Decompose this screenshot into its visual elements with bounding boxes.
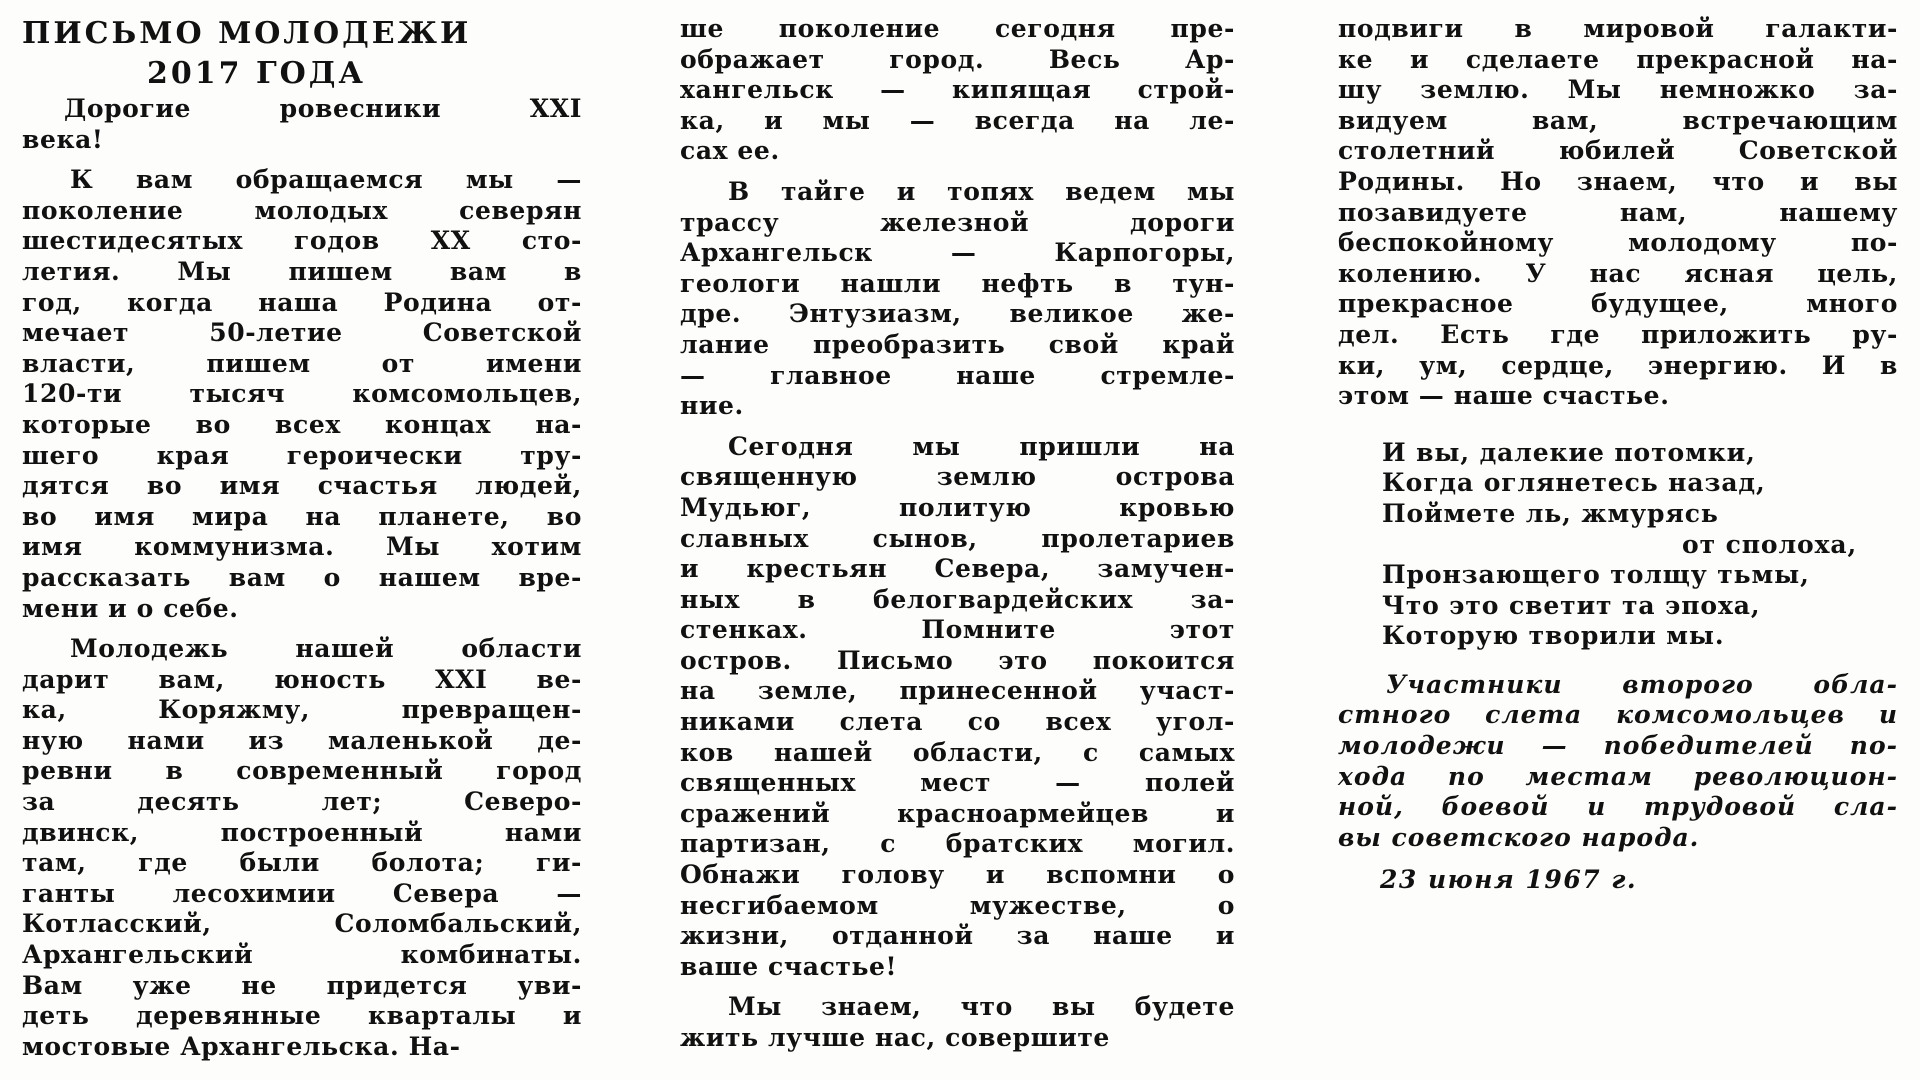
text-line: деть деревянные кварталы и xyxy=(22,1001,582,1031)
article-title xyxy=(22,14,582,94)
text-line: и крестьян Севера, замучен- xyxy=(680,554,1235,584)
column-3 xyxy=(1338,14,1898,896)
text-line: К вам обращаемся мы — xyxy=(70,165,582,195)
paragraph xyxy=(680,992,1235,1053)
text-line: трассу железной дороги xyxy=(680,207,1235,237)
text-line: ка, Коряжму, превращен- xyxy=(22,695,582,725)
title-line: ПИСЬМО МОЛОДЕЖИ xyxy=(22,16,472,51)
paragraph-gap xyxy=(22,155,582,165)
text-line: стенках. Помните этот xyxy=(680,615,1235,645)
text-line: год, когда наша Родина от- xyxy=(22,287,582,317)
signature-line: вы советского народа. xyxy=(1338,822,1700,852)
text-line: лание преобразить свой край xyxy=(680,329,1235,359)
paragraph xyxy=(680,177,1235,422)
paragraph xyxy=(22,634,582,1062)
text-line: ваше счастье! xyxy=(680,951,898,981)
poem-line: от сполоха, xyxy=(1682,529,1858,559)
paragraph-gap xyxy=(680,982,1235,992)
signature-line: Участники второго обла- xyxy=(1386,669,1898,699)
text-line: священную землю острова xyxy=(680,462,1235,492)
paragraph xyxy=(1338,14,1898,412)
text-line: Архангельск — Карпогоры, xyxy=(680,238,1235,268)
text-line: мени и о себе. xyxy=(22,593,239,623)
text-line: ки, ум, сердце, энергию. И в xyxy=(1338,350,1898,380)
text-line: Молодежь нашей области xyxy=(70,634,582,664)
text-line: Вам уже не придется уви- xyxy=(22,970,582,1000)
signature-line: хода по местам революцион- xyxy=(1338,761,1898,791)
text-line: славных сынов, пролетариев xyxy=(680,523,1235,553)
text-line: ние. xyxy=(680,391,744,421)
text-line: на земле, принесенной участ- xyxy=(680,676,1235,706)
text-line: дарит вам, юность XXI ве- xyxy=(22,664,582,694)
text-line: геологи нашли нефть в тун- xyxy=(680,268,1235,298)
title-line: 2017 ГОДА xyxy=(147,56,366,91)
poem-line: И вы, далекие потомки, xyxy=(1382,437,1756,467)
text-line: видуем вам, встречающим xyxy=(1338,105,1898,135)
text-line: ображает город. Весь Ар- xyxy=(680,44,1235,74)
text-line: столетний юбилей Советской xyxy=(1338,136,1898,166)
text-line: остров. Письмо это покоится xyxy=(680,645,1235,675)
text-line: несгибаемом мужестве, о xyxy=(680,890,1235,920)
poem-line: Когда оглянетесь назад, xyxy=(1382,468,1766,498)
text-line: жизни, отданной за наше и xyxy=(680,921,1235,951)
paragraph-gap xyxy=(22,624,582,634)
text-line: — главное наше стремле- xyxy=(680,360,1235,390)
paragraph-gap xyxy=(1338,412,1898,422)
text-line: ков нашей области, с самых xyxy=(680,737,1235,767)
text-line: летия. Мы пишем вам в xyxy=(22,256,582,286)
text-line: В тайге и топях ведем мы xyxy=(728,176,1235,206)
paragraph-gap xyxy=(680,1054,1235,1064)
column-1 xyxy=(22,14,582,1072)
text-line: шу землю. Мы немножко за- xyxy=(1338,75,1898,105)
text-line: никами слета со всех угол- xyxy=(680,707,1235,737)
text-line: века! xyxy=(22,124,104,154)
signature-line: стного слета комсомольцев и xyxy=(1338,700,1898,730)
column-2 xyxy=(680,14,1235,1064)
paragraph-gap xyxy=(680,167,1235,177)
text-line: Мудьюг, политую кровью xyxy=(680,492,1235,522)
text-line: рассказать вам о нашем вре- xyxy=(22,562,582,592)
text-line: за десять лет; Северо- xyxy=(22,787,582,817)
text-line: мостовые Архангельска. На- xyxy=(22,1031,461,1061)
poem xyxy=(1338,438,1898,652)
text-line: сражений красноармейцев и xyxy=(680,798,1235,828)
paragraph-gap xyxy=(22,1062,582,1072)
text-line: прекрасное будущее, много xyxy=(1338,289,1898,319)
text-line: Обнажи голову и вспомни о xyxy=(680,860,1235,890)
text-line: дре. Энтузиазм, великое же- xyxy=(680,299,1235,329)
text-line: ную нами из маленькой де- xyxy=(22,725,582,755)
text-line: имя коммунизма. Мы хотим xyxy=(22,532,582,562)
text-line: дятся во имя счастья людей, xyxy=(22,471,582,501)
text-line: Мы знаем, что вы будете xyxy=(728,992,1235,1022)
text-line: власти, пишем от имени xyxy=(22,348,582,378)
text-line: дел. Есть где приложить ру- xyxy=(1338,319,1898,349)
text-line: шего края героически тру- xyxy=(22,440,582,470)
text-line: мечает 50-летие Советской xyxy=(22,318,582,348)
text-line: во имя мира на планете, во xyxy=(22,501,582,531)
text-line: ных в белогвардейских за- xyxy=(680,584,1235,614)
text-line: Сегодня мы пришли на xyxy=(728,431,1235,461)
text-line: этом — наше счастье. xyxy=(1338,381,1670,411)
text-line: 120-ти тысяч комсомольцев, xyxy=(22,379,582,409)
text-line: Дорогие ровесники XXI xyxy=(64,94,582,123)
poem-line: Которую творили мы. xyxy=(1382,621,1725,651)
text-line: поколение молодых северян xyxy=(22,195,582,225)
text-line: Котласский, Соломбальский, xyxy=(22,909,582,939)
text-line: Родины. Но знаем, что и вы xyxy=(1338,166,1898,196)
text-line: Архангельский комбинаты. xyxy=(22,940,582,970)
date-line: 23 июня 1967 г. xyxy=(1380,865,1638,895)
text-line: колению. У нас ясная цель, xyxy=(1338,258,1898,288)
text-line: ревни в современный город xyxy=(22,756,582,786)
text-line: хангельск — кипящая строй- xyxy=(680,75,1235,105)
text-line: священных мест — полей xyxy=(680,768,1235,798)
text-line: двинск, построенный нами xyxy=(22,817,582,847)
paragraph-gap xyxy=(680,422,1235,432)
signature-line: молодежи — победителей по- xyxy=(1338,731,1898,761)
paragraph xyxy=(22,165,582,624)
text-line: ка, и мы — всегда на ле- xyxy=(680,105,1235,135)
paragraph xyxy=(680,432,1235,983)
text-line: шестидесятых годов XX сто- xyxy=(22,226,582,256)
text-line: жить лучше нас, совершите xyxy=(680,1023,1110,1052)
text-line: которые во всех концах на- xyxy=(22,409,582,439)
paragraph xyxy=(680,14,1235,167)
signature xyxy=(1338,670,1898,854)
text-line: позавидуете нам, нашему xyxy=(1338,197,1898,227)
text-line: сах ее. xyxy=(680,136,780,166)
text-line: подвиги в мировой галакти- xyxy=(1338,14,1898,43)
text-line: партизан, с братских могил. xyxy=(680,829,1235,859)
signature-line: ной, боевой и трудовой сла- xyxy=(1338,792,1898,822)
poem-line: Пронзающего толщу тьмы, xyxy=(1382,560,1810,590)
text-line: беспокойному молодому по- xyxy=(1338,228,1898,258)
text-line: ганты лесохимии Севера — xyxy=(22,878,582,908)
poem-line: Что это светит та эпоха, xyxy=(1382,590,1761,620)
poem-line: Поймете ль, жмурясь xyxy=(1382,498,1719,528)
text-line: ке и сделаете прекрасной на- xyxy=(1338,44,1898,74)
text-line: там, где были болота; ги- xyxy=(22,848,582,878)
salutation xyxy=(22,94,582,155)
text-line: ше поколение сегодня пре- xyxy=(680,14,1235,43)
